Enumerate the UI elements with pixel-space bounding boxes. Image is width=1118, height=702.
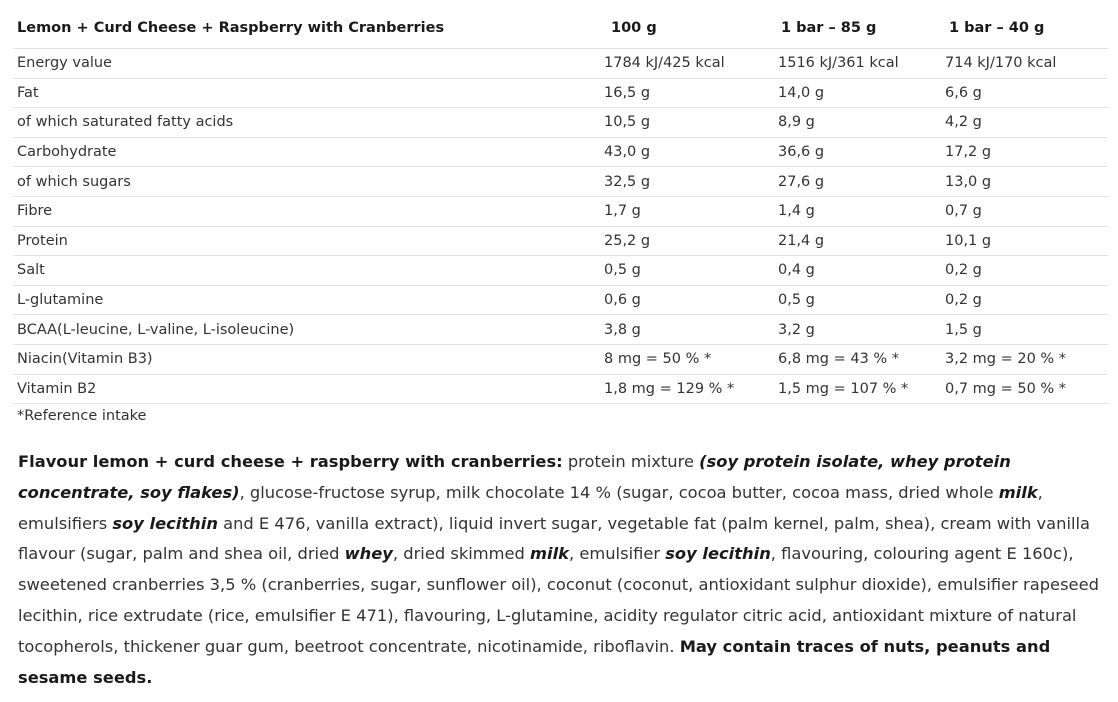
per-40g-cell: 6,6 g [941,78,1108,108]
table-row [13,137,1108,167]
table-row [13,196,1108,226]
ingredients-bold-text: May contain traces of nuts, peanuts and sesame seeds. [18,636,1051,687]
table-row [13,49,1108,79]
per-40g-cell: 714 kJ/170 kcal [941,49,1108,79]
per-40g-cell: 0,2 g [941,285,1108,315]
per-40g-cell: 0,7 mg = 50 % * [941,374,1108,404]
nutrient-name-cell: Fat [13,78,600,108]
per-100g-cell: 32,5 g [600,167,774,197]
per-40g-cell: 3,2 mg = 20 % * [941,344,1108,374]
per-85g-cell: 8,9 g [774,108,941,138]
per-100g-cell: 43,0 g [600,137,774,167]
header-per-85g-bar: 1 bar – 85 g [774,8,941,49]
per-85g-cell: 1,4 g [774,196,941,226]
allergen-emphasis: soy lecithin [112,513,218,533]
allergen-emphasis: soy lecithin [665,544,771,564]
header-per-100g: 100 g [600,8,774,49]
per-85g-cell: 6,8 mg = 43 % * [774,344,941,374]
per-40g-cell: 13,0 g [941,167,1108,197]
per-40g-cell: 17,2 g [941,137,1108,167]
per-85g-cell: 14,0 g [774,78,941,108]
per-85g-cell: 0,4 g [774,256,941,286]
per-100g-cell: 1784 kJ/425 kcal [600,49,774,79]
per-100g-cell: 1,7 g [600,196,774,226]
table-row [13,108,1108,138]
per-40g-cell: 1,5 g [941,315,1108,345]
ingredients-text: protein mixture [562,452,700,471]
per-85g-cell: 36,6 g [774,137,941,167]
allergen-emphasis: whey [344,544,393,564]
nutrient-name-cell: Salt [13,256,600,286]
per-40g-cell: 0,2 g [941,256,1108,286]
table-row [13,78,1108,108]
per-85g-cell: 0,5 g [774,285,941,315]
nutrition-table [13,8,1108,404]
allergen-emphasis: (soy protein isolate, whey protein concentrate, soy flakes) [18,452,1011,502]
per-85g-cell: 1,5 mg = 107 % * [774,374,941,404]
per-85g-cell: 27,6 g [774,167,941,197]
nutrient-name-cell: Protein [13,226,600,256]
per-100g-cell: 10,5 g [600,108,774,138]
per-100g-cell: 8 mg = 50 % * [600,344,774,374]
ingredients-paragraph [18,447,1114,693]
table-row [13,167,1108,197]
header-per-40g-bar: 1 bar – 40 g [941,8,1108,49]
table-row [13,344,1108,374]
footnote: *Reference intake [17,408,147,424]
per-100g-cell: 25,2 g [600,226,774,256]
nutrient-name-cell: Fibre [13,196,600,226]
ingredients-bold-text: Flavour lemon + curd cheese + raspberry with cranberries: [18,452,563,471]
table-row [13,374,1108,404]
allergen-emphasis: milk [530,544,570,564]
table-header-row [13,8,1108,49]
per-85g-cell: 21,4 g [774,226,941,256]
ingredients-text: , emulsifier [569,544,666,564]
nutrient-name-cell: Energy value [13,49,600,79]
ingredients-text: , flavouring, colouring agent E 160c), sweetened cranberries 3,5 % (cranberries, sugar, sunflower oil), coconut (coconut, antioxidant sulphur dioxide), emulsifier rapeseed lecithin, rice extrudate (rice, emulsifier E 471), flavouring, L-glutamine, acidity regulator citric acid, antioxidant mixture of natural tocopherols, thickener guar gum, beetroot concentrate, nicotinamide, riboflavin. [18,544,1099,656]
table-body [13,49,1108,404]
per-85g-cell: 1516 kJ/361 kcal [774,49,941,79]
nutrient-name-cell: Niacin(Vitamin B3) [13,344,600,374]
nutrient-name-cell: Vitamin B2 [13,374,600,404]
ingredients-text: and E 476, vanilla extract), liquid invert sugar, vegetable fat (palm kernel, palm, shea), cream with vanilla flavour (sugar, palm and shea oil, dried [18,513,1090,564]
ingredients-text: , emulsifiers [18,482,1043,533]
nutrient-name-cell: BCAA(L-leucine, L-valine, L-isoleucine) [13,315,600,345]
table-row [13,226,1108,256]
per-40g-cell: 10,1 g [941,226,1108,256]
ingredients-text: , glucose-fructose syrup, milk chocolate 14 % (sugar, cocoa butter, cocoa mass, dried whole [239,482,999,502]
per-100g-cell: 0,5 g [600,256,774,286]
per-100g-cell: 0,6 g [600,285,774,315]
allergen-emphasis: milk [998,482,1038,502]
per-100g-cell: 16,5 g [600,78,774,108]
table-row [13,315,1108,345]
nutrient-name-cell: L-glutamine [13,285,600,315]
table-row [13,285,1108,315]
header-product-name: Lemon + Curd Cheese + Raspberry with Cranberries [13,8,600,49]
per-85g-cell: 3,2 g [774,315,941,345]
per-100g-cell: 1,8 mg = 129 % * [600,374,774,404]
per-40g-cell: 0,7 g [941,196,1108,226]
per-40g-cell: 4,2 g [941,108,1108,138]
per-100g-cell: 3,8 g [600,315,774,345]
table-row [13,256,1108,286]
ingredients-text: , dried skimmed [392,544,531,564]
nutrient-name-cell: Carbohydrate [13,137,600,167]
nutrient-name-cell: of which saturated fatty acids [13,108,600,138]
nutrient-name-cell: of which sugars [13,167,600,197]
